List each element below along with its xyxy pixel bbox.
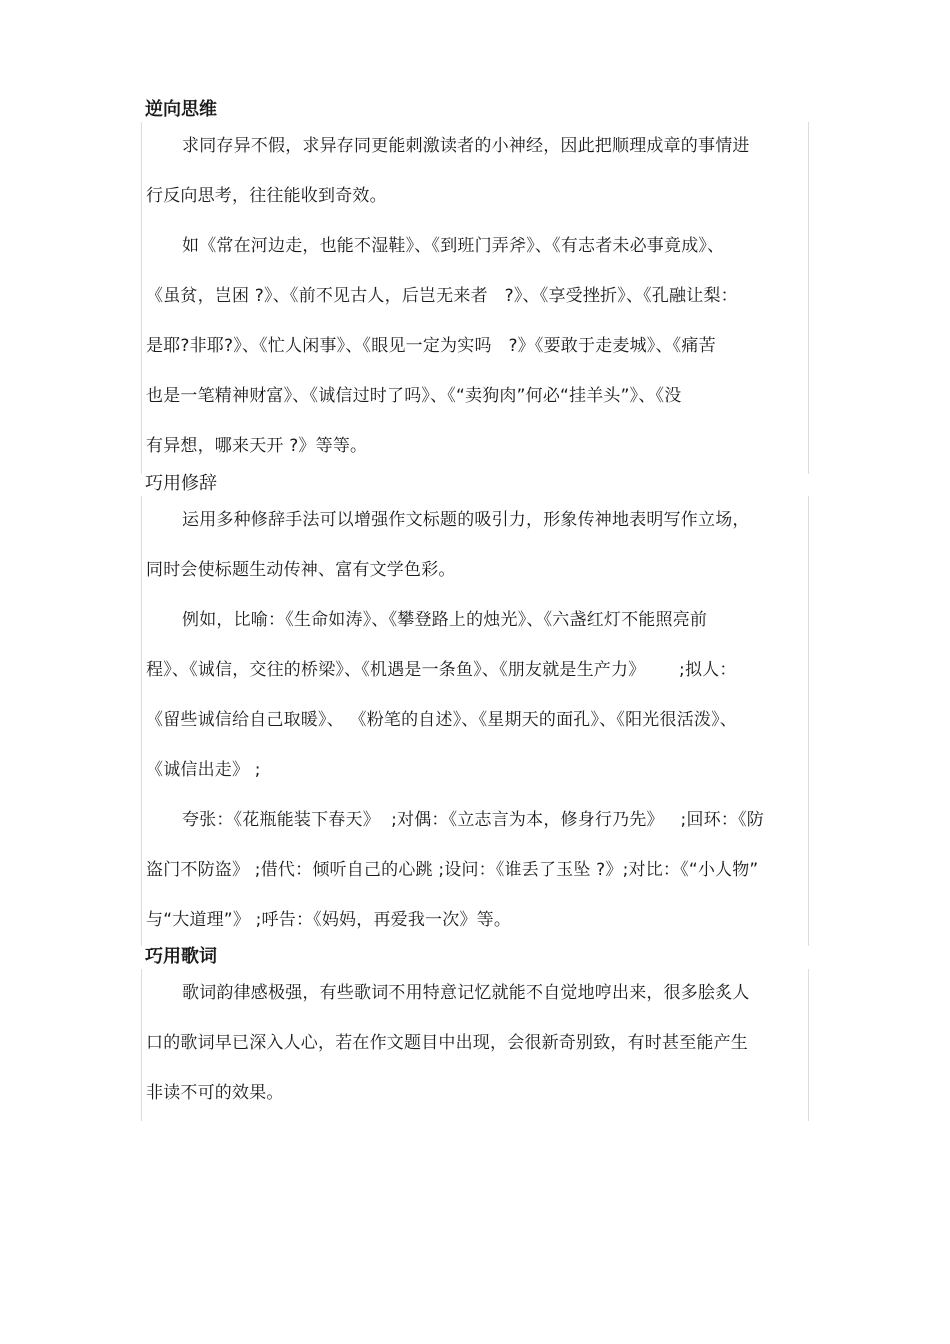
- paragraph-line: 有异想，哪来天开 ?》等等。: [146, 436, 368, 456]
- paragraph-line: 与“大道理”》 ;呼告：《妈妈，再爱我一次》等。: [146, 910, 512, 930]
- paragraph-line: 夸张：《花瓶能装下春天》 ;对偶：《立志言为本，修身行乃先》 ;回环：《防: [182, 810, 764, 830]
- paragraph-line: 例如，比喻：《生命如涛》、《攀登路上的烛光》、《六盏红灯不能照亮前: [182, 610, 708, 630]
- paragraph-line: 《虽贫，岂困 ?》、《前不见古人，后岂无来者 ?》、《享受挫折》、《孔融让梨：: [146, 286, 738, 306]
- paragraph-line: 行反向思考，往往能收到奇效。: [146, 186, 387, 206]
- paragraph-line: 口的歌词早已深入人心，若在作文题目中出现，会很新奇别致，有时甚至能产生: [146, 1033, 748, 1053]
- section-body-rhetoric: [141, 496, 809, 946]
- section-heading-rhetoric: 巧用修辞: [145, 473, 217, 494]
- paragraph-line: 盗门不防盗》 ;借代：倾听自己的心跳 ;设问：《谁丢了玉坠 ?》;对比：《“小人物”: [146, 860, 759, 880]
- paragraph-line: 程》、《诚信，交往的桥梁》、《机遇是一条鱼》、《朋友就是生产力》 ;拟人：: [146, 660, 737, 680]
- paragraph-line: 歌词韵律感极强，有些歌词不用特意记忆就能不自觉地哼出来，很多脍炙人: [182, 983, 750, 1003]
- paragraph-line: 运用多种修辞手法可以增强作文标题的吸引力，形象传神地表明写作立场，: [182, 510, 750, 530]
- paragraph-line: 求同存异不假，求异存同更能刺激读者的小神经，因此把顺理成章的事情进: [182, 136, 750, 156]
- paragraph-line: 非读不可的效果。: [146, 1083, 284, 1103]
- section-heading-lyrics: 巧用歌词: [145, 946, 217, 967]
- paragraph-line: 《诚信出走》 ;: [146, 760, 261, 780]
- section-heading-reverse-thinking: 逆向思维: [145, 99, 217, 120]
- paragraph-line: 同时会使标题生动传神、富有文学色彩。: [146, 560, 456, 580]
- paragraph-line: 如《常在河边走，也能不湿鞋》、《到班门弄斧》、《有志者未必事竟成》、: [182, 236, 725, 256]
- section-body-lyrics: [141, 969, 809, 1121]
- section-body-reverse-thinking: [141, 122, 809, 474]
- paragraph-line: 《留些诚信给自己取暖》、 《粉笔的自述》、《星期天的面孔》、《阳光很活泼》、: [146, 710, 738, 730]
- paragraph-line: 是耶?非耶?》、《忙人闲事》、《眼见一定为实吗 ?》《要敢于走麦城》、《痛苦: [146, 336, 716, 356]
- paragraph-line: 也是一笔精神财富》、《诚信过时了吗》、《“卖狗肉”何必“挂羊头”》、《没: [146, 386, 682, 406]
